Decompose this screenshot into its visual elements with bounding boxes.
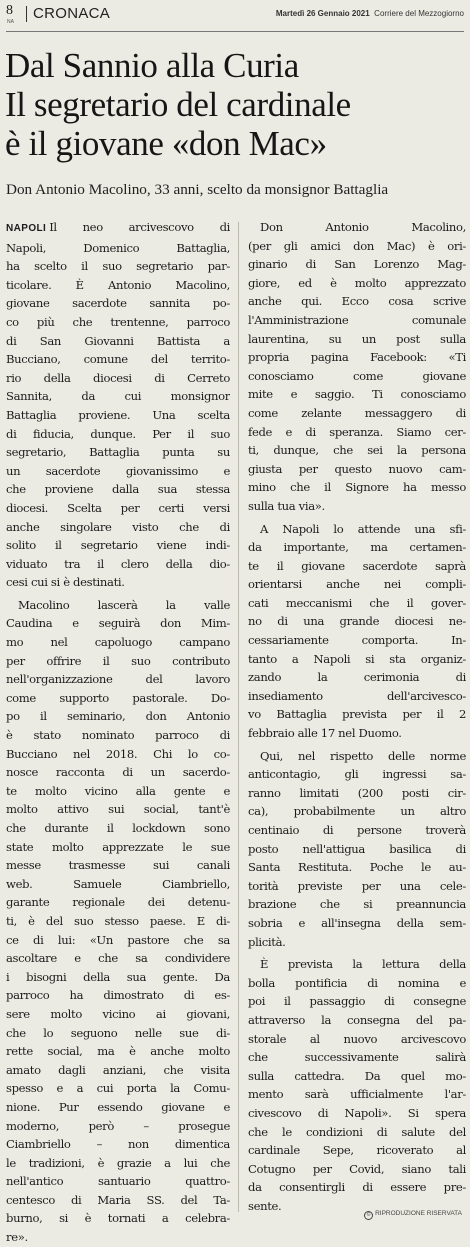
article-line: orientarsi anche nei compli- [248,577,466,592]
article-line: sente. [248,1198,282,1213]
copyright-text: RIPRODUZIONE RISERVATA [375,1210,462,1217]
article-line: spesso e a cui porta la Comu- [6,1081,230,1096]
article-line: per offrire il suo contributo [6,653,230,668]
article-line: Cotugno per Covid, siano tali [248,1161,466,1176]
article-line: nosce racconta di un sacerdo- [6,765,230,780]
article-line: zando la cerimonia di [248,670,466,685]
article-line: po il seminario, don Antonio [6,709,230,724]
article-line: cardinale Sepe, ricoverato al [248,1143,466,1158]
article-line: vo Battaglia prevista per il 2 [248,707,466,722]
article-line: nione. Pur essendo giovane e [6,1099,230,1114]
article-line: A Napoli lo attende una sfi- [260,521,466,536]
article-line: rio della diocesi di Cerreto [6,370,230,385]
article-line: re». [6,1230,28,1245]
page-header [6,4,464,26]
article-line: ranno limitati (200 posti cir- [248,785,466,800]
article-line-text: Il neo arcivescovo di [49,220,230,234]
header-rule [6,31,464,32]
section-name: CRONACA [33,5,111,22]
publication-name: Corriere del Mezzogiorno [374,9,464,18]
article-line: propria pagina Facebook: «Ti [248,350,466,365]
article-line: che le condizioni di salute del [248,1124,466,1139]
article-line: ca), probabilmente un altro [248,804,466,819]
copyright-icon: © [364,1211,373,1220]
article-line: un sacerdote giovanissimo e [6,463,230,478]
article-line: Napoli, Domenico Battaglia, [6,240,230,255]
article-line: da consentirgli di essere pre- [248,1180,466,1195]
subheadline: Don Antonio Macolino, 33 anni, scelto da monsignor Battaglia [6,181,389,198]
article-line: moderno, però – prosegue [6,1118,230,1133]
article-line: l'Amministrazione comunale [248,312,466,327]
article-line: anche qui. Ecco cosa scrive [248,294,466,309]
article-line: no di una grande diocesi ne- [248,614,466,629]
article-line: segretario, Battaglia punta su [6,445,230,460]
article-line: che proviene dalla sua stessa [6,482,230,497]
article-line: co più che trentenne, parroco [6,314,230,329]
page-number: 8 [6,3,13,18]
article-line: mo nel capoluogo campano [6,635,230,650]
article-line: centesco di Maria SS. del Ta- [6,1192,230,1207]
article-line: mento sarà ufficialmente l'ar- [248,1087,466,1102]
article-line: da importante, ma certamen- [248,540,466,555]
article-line: Bucciano nel 2018. Chi lo co- [6,746,230,761]
article-line: bolla pontificia di nomina e [248,975,466,990]
article-line: nell'antico santuario quattro- [6,1174,230,1189]
page-edition-code: NA [7,19,14,25]
article-column-right [248,218,466,1215]
header-separator [26,6,27,22]
article-column-left [6,218,230,1247]
article-line: cati meccanismi che il gover- [248,595,466,610]
article-line: centinaio di persone troverà [248,823,466,837]
copyright-notice [364,1210,462,1220]
article-line: giovane sacerdote sannita po- [6,296,230,311]
article-line: fede e di speranza. Siamo cer- [248,424,466,439]
article-line: come supporto pastorale. Do- [6,690,230,705]
article-line: poi il passaggio di consegne [248,994,466,1009]
article-line: te molto vicino alla gente e [6,783,230,798]
article-line: sere molto vicino ai giovani, [6,1006,230,1021]
article-line: parroco ha dimostrato di es- [6,988,230,1003]
article-line: diocesi. Scelta per certi versi [6,500,230,515]
article-line: ti, dunque, che sei la persona [248,443,466,458]
article-paragraph [248,955,466,1215]
article-line: febbraio alle 17 nel Duomo. [248,726,402,741]
article-line: tanto a Napoli si sta organiz- [248,651,466,666]
headline-line: Il segretario del cardinale [5,85,351,124]
article-line: molto attivo sui social, tant'è [6,802,230,817]
article-line: anche singolare visto che di [6,519,230,534]
article-line: Don Antonio Macolino, [260,220,466,234]
article-line: sulla cattedra. Da quel mo- [248,1068,466,1083]
article-paragraph [248,747,466,952]
article-line: Sannita, da cui monsignor [6,389,230,404]
article-paragraph [6,218,230,592]
article-line: insediamento dell'arcivesco- [248,688,466,703]
article-line: ti, è del suo stesso paese. E di- [6,913,230,928]
article-line: le tradizioni, è grazie a lui che [6,1155,230,1170]
article-line: te il giovane sacerdote saprà [248,558,466,573]
article-line: Santa Restituta. Poche le au- [248,860,466,875]
article-line: ginario di San Lorenzo Mag- [248,257,466,272]
article-line: giore, ed è molto apprezzato [248,275,466,290]
article-line: storale al nuovo arcivescovo [248,1031,466,1046]
article-line: è stato nominato parroco di [6,728,230,743]
article-line [6,218,230,239]
article-line: solito il segretario viene indi- [6,538,230,553]
article-line: Macolino lascerà la valle [18,597,230,612]
article-line: state molto apprezzate le sue [6,839,230,854]
article-line: che successivamente salirà [248,1050,466,1065]
article-line: brazione che si preannuncia [248,897,466,912]
article-line: (per gli amici don Mac) è ori- [248,238,466,253]
article-line: sobria e all'insegna della sem- [248,915,466,930]
article-line: come zelante messaggero di [248,405,466,420]
article-line: laurentina, su un post sulla [248,331,466,346]
article-paragraph [248,218,466,516]
headline-line: Dal Sannio alla Curia [5,46,299,85]
article-line: anticontagio, gli ingressi sa- [248,767,466,782]
article-line: mite e saggio. Ti conosciamo [248,387,466,402]
column-divider [238,222,239,1212]
article-line: di fiducia, dunque. Per il suo [6,426,230,441]
article-line: i bisogni della sua gente. Da [6,969,230,984]
article-line: ce di lui: «Un pastore che sa [6,932,230,947]
article-line: ascoltare e che sa condividere [6,951,230,966]
article-line: È prevista la lettura della [260,957,466,972]
article-line: Battaglia proviene. Una scelta [6,407,230,422]
article-line: burno, si è tornati a celebra- [6,1211,230,1226]
headline-line: è il giovane «don Mac» [5,124,327,163]
article-paragraph [248,520,466,743]
article-line: amato dagli anziani, che visita [6,1062,230,1077]
article-line: conosciamo come giovane [248,368,466,383]
article-line: nell'organizzazione del lavoro [6,672,230,687]
article-line: posto nell'attigua basilica di [248,841,466,856]
issue-date: Martedì 26 Gennaio 2021 [275,9,370,18]
article-line: di San Giovanni Battista a [6,333,230,348]
article-line: sulla tua via». [248,498,325,513]
article-line: Caudina e seguirà don Mim- [6,616,230,631]
article-line: torità previste per una cele- [248,878,466,893]
article-line: messe trasmesse sui canali [6,858,230,873]
article-line: attraverso la consegna del pa- [248,1012,466,1027]
article-line: plicità. [248,934,286,949]
article-line: civescovo di Napoli». Si spera [248,1105,466,1120]
article-line: ticolare. È Antonio Macolino, [6,277,230,292]
article-line: cessariamente comporta. In- [248,633,466,648]
article-line: giusta per questo nuovo cam- [248,461,466,476]
article-paragraph [6,596,230,1247]
article-line: ha scelto il suo segretario par- [6,259,230,274]
article-line: cesi cui si è destinati. [6,575,125,590]
article-line: web. Samuele Ciambriello, [6,876,230,891]
article-line: che lo seguono nelle sue di- [6,1025,230,1040]
headline [5,46,465,163]
dateline-kicker: NAPOLI [6,223,47,234]
article-line: rette social, ma è anche molto [6,1044,230,1059]
article-line: Bucciano, comune del territo- [6,352,230,367]
article-line: Ciambriello – non dimentica [6,1137,230,1152]
article-line: viduato tra il clero della dio- [6,556,230,571]
article-line: mino che il Signore ha messo [248,480,466,495]
article-line: garante regionale dei detenu- [6,895,230,910]
dateline [276,9,464,18]
article-line: Qui, nel rispetto delle norme [260,748,466,763]
article-line: che durante il lockdown sono [6,821,230,835]
